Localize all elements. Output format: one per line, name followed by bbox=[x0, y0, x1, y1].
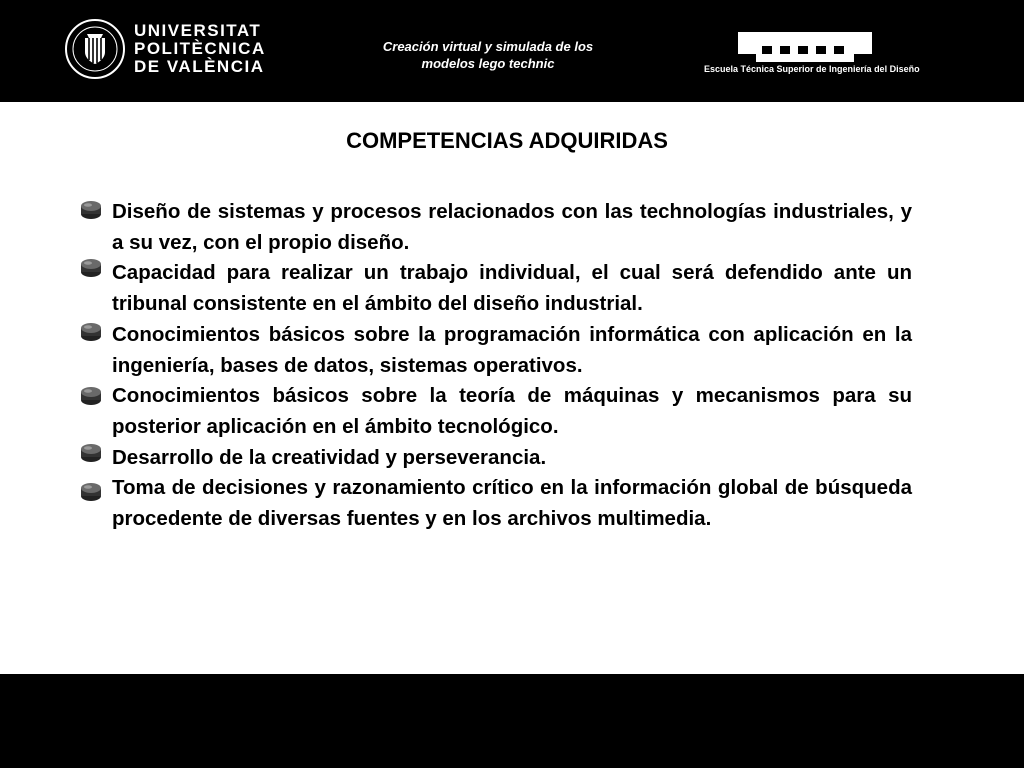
list-item: Capacidad para realizar un trabajo individual, el cual será defendido ante un tribunal consistente en el ámbito del diseño industrial. bbox=[112, 261, 912, 316]
list-item: Diseño de sistemas y procesos relacionados con las technologías industriales, y a su vez, con el propio diseño. bbox=[112, 200, 912, 254]
slide-header bbox=[0, 0, 1024, 102]
university-name-line-2: POLITÈCNICA bbox=[134, 39, 266, 58]
list-item: Conocimientos básicos sobre la teoría de máquinas y mecanismos para su posterior aplicación en el ámbito tecnológico. bbox=[112, 384, 912, 438]
list-item: Desarrollo de la creatividad y perseverancia. bbox=[112, 445, 547, 469]
bullet-column bbox=[80, 200, 104, 500]
lego-stud-icon bbox=[80, 258, 102, 278]
section-heading: COMPETENCIAS ADQUIRIDAS bbox=[346, 128, 668, 153]
presentation-title-line-1: Creación virtual y simulada de los bbox=[382, 39, 594, 54]
university-name bbox=[134, 22, 266, 76]
upv-seal-icon bbox=[64, 18, 126, 80]
presentation-title-line-2: modelos lego technic bbox=[421, 56, 555, 71]
competencies-list bbox=[112, 197, 912, 535]
list-item: Toma de decisiones y razonamiento crítico en la información global de búsqueda procedente de diversas fuentes y en los archivos multimedia. bbox=[112, 476, 912, 531]
lego-stud-icon bbox=[80, 322, 102, 342]
university-name-line-1: UNIVERSITAT bbox=[134, 21, 262, 40]
lego-stud-icon bbox=[80, 200, 102, 220]
lego-stud-icon bbox=[80, 482, 102, 502]
presentation-title bbox=[370, 38, 606, 72]
lego-stud-icon bbox=[80, 443, 102, 463]
university-name-line-3: DE VALÈNCIA bbox=[134, 57, 265, 76]
etsid-logo-icon bbox=[738, 32, 872, 62]
list-item: Conocimientos básicos sobre la programación informática con aplicación en la ingeniería, bases de datos, sistemas operativos. bbox=[112, 322, 912, 377]
lego-stud-icon bbox=[80, 386, 102, 406]
slide-footer bbox=[0, 674, 1024, 768]
school-name: Escuela Técnica Superior de Ingeniería del Diseño bbox=[704, 64, 920, 74]
